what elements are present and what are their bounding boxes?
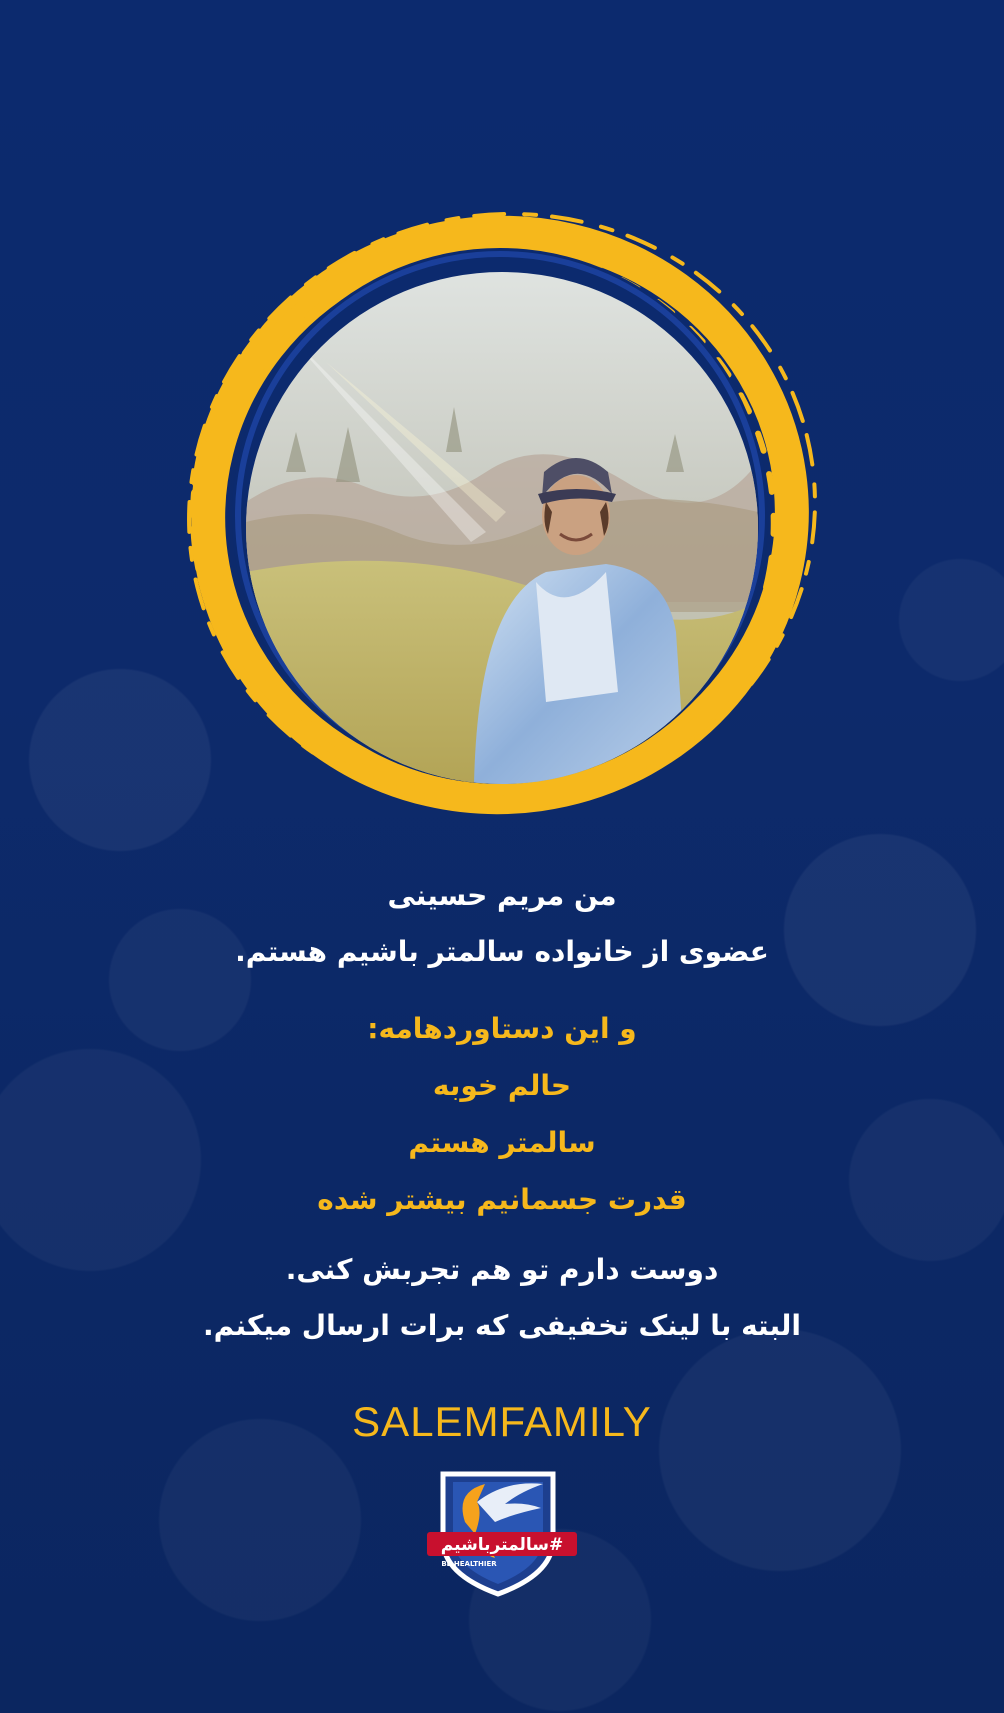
invite-text xyxy=(0,1242,1004,1354)
achievement-item: سالمتر هستم xyxy=(408,1126,596,1159)
logo-tagline: BE HEALTHIER xyxy=(441,1560,497,1568)
achievements-heading: و این دستاوردهامه: xyxy=(367,1012,637,1045)
achievements-list xyxy=(0,1000,1004,1228)
profile-photo xyxy=(246,272,758,784)
achievement-item: قدرت جسمانیم بیشتر شده xyxy=(317,1183,687,1216)
achievement-item: حالم خوبه xyxy=(432,1069,572,1102)
logo-hashtag: #سالمترباشیم xyxy=(440,1535,564,1555)
brand-logo xyxy=(425,1462,580,1597)
invite-discount-line: البته با لینک تخفیفی که برات ارسال میکنم. xyxy=(202,1309,802,1342)
intro-membership: عضوی از خانواده سالمتر باشیم هستم. xyxy=(235,935,769,968)
intro-name: من مریم حسینی xyxy=(387,879,617,912)
brand-name: SALEMFAMILY xyxy=(352,1398,652,1445)
invite-line: دوست دارم تو هم تجربش کنی. xyxy=(285,1253,719,1286)
intro-text xyxy=(0,868,1004,980)
